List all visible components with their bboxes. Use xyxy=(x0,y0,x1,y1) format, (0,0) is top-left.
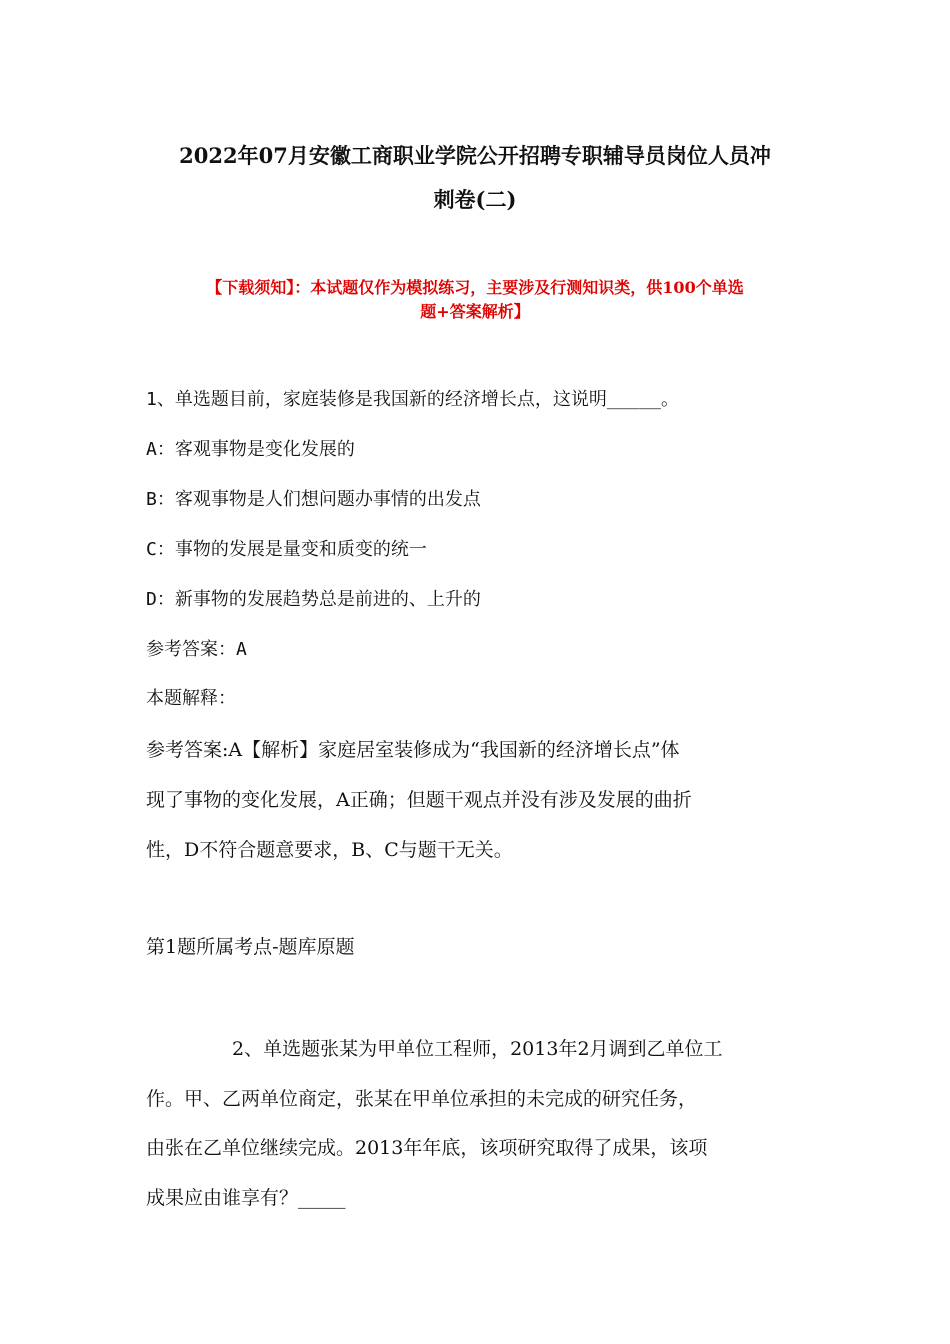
question1-option-a: A：客观事物是变化发展的 xyxy=(146,439,355,460)
question2-stem-line3: 由张在乙单位继续完成。2013年年底，该项研究取得了成果，该项 xyxy=(146,1137,708,1159)
question2-stem-line4: 成果应由谁享有？_____ xyxy=(146,1187,346,1209)
question1-option-c: C：事物的发展是量变和质变的统一 xyxy=(146,539,427,560)
question1-stem: 1、单选题目前，家庭装修是我国新的经济增长点，这说明_____。 xyxy=(146,389,680,410)
download-notice-line1: 【下载须知】：本试题仅作为模拟练习，主要涉及行测知识类，供100个单选 xyxy=(206,278,744,297)
question1-explanation-line3: 性，D不符合题意要求，B、C与题干无关。 xyxy=(146,839,513,861)
question1-explanation-line1: 参考答案:A【解析】家庭居室装修成为“我国新的经济增长点”体 xyxy=(146,739,680,761)
question1-option-d: D：新事物的发展趋势总是前进的、上升的 xyxy=(146,589,481,610)
question2-stem-line1: 2、单选题张某为甲单位工程师，2013年2月调到乙单位工 xyxy=(232,1038,723,1060)
download-notice-line2: 题+答案解析】 xyxy=(420,302,530,321)
question1-explanation-heading: 本题解释： xyxy=(146,688,236,709)
question2-stem-line2: 作。甲、乙两单位商定，张某在甲单位承担的未完成的研究任务， xyxy=(146,1088,698,1110)
question1-source: 第1题所属考点-题库原题 xyxy=(146,936,355,958)
question1-answer: 参考答案：A xyxy=(146,639,247,660)
document-title-line1: 2022年07月安徽工商职业学院公开招聘专职辅导员岗位人员冲 xyxy=(179,143,771,168)
document-title-line2: 刺卷(二) xyxy=(433,187,517,212)
question1-option-b: B：客观事物是人们想问题办事情的出发点 xyxy=(146,489,481,510)
question1-explanation-line2: 现了事物的变化发展，A正确；但题干观点并没有涉及发展的曲折 xyxy=(146,789,692,811)
